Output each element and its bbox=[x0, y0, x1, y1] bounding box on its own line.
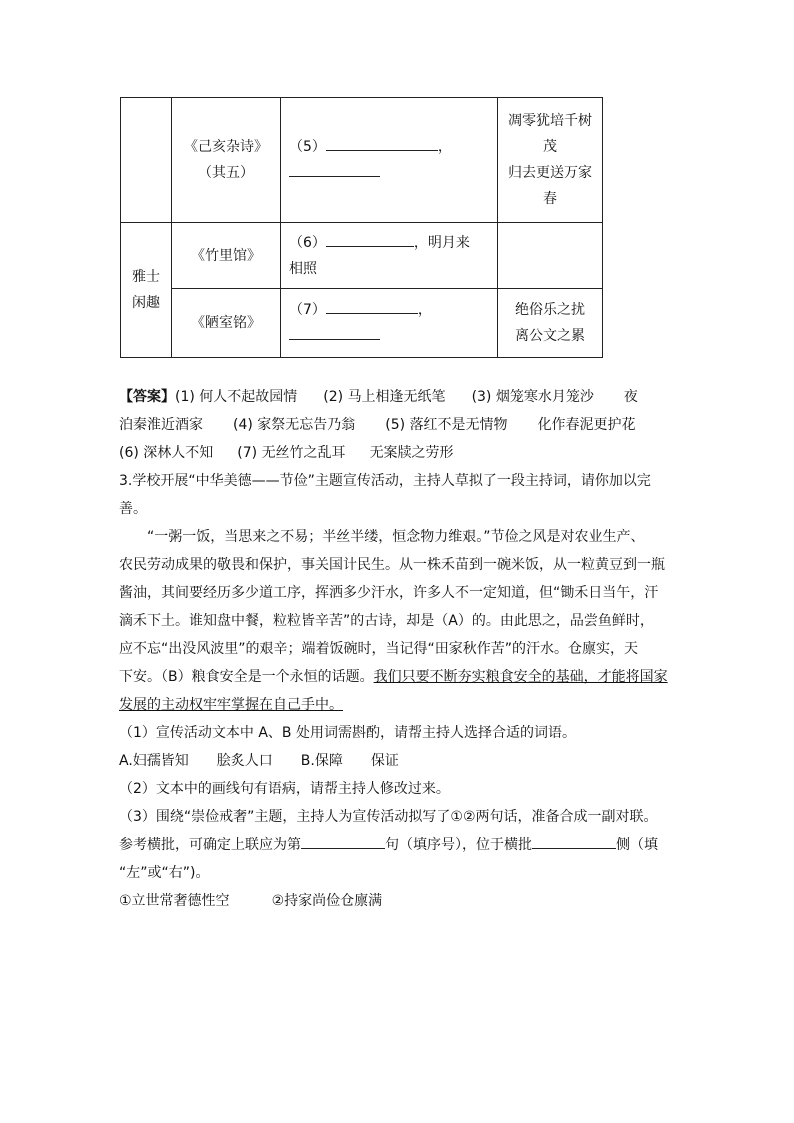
answer-label: 【答案】 bbox=[119, 389, 175, 405]
passage-line: 酱油，其间要经历多少道工序，挥洒多少汗水，许多人不一定知道，但“锄禾日当午，汗 bbox=[119, 585, 659, 601]
option: ①立世常奢德性空 bbox=[119, 893, 230, 909]
answer-blank[interactable] bbox=[301, 833, 385, 849]
given-text: 相照 bbox=[289, 260, 317, 277]
given-line-cell bbox=[498, 289, 603, 358]
underlined-sentence: 发展的主动权牢牢掌握在自己手中。 bbox=[119, 697, 343, 713]
blank-number: （5） bbox=[289, 139, 326, 155]
poem-subtitle: （其五） bbox=[198, 165, 254, 181]
option: 保证 bbox=[370, 753, 399, 769]
option-line bbox=[119, 887, 679, 915]
title-cell bbox=[172, 289, 281, 358]
option: A.妇孺皆知 bbox=[119, 753, 189, 769]
given-line-cell bbox=[498, 223, 603, 289]
blank-number: （7） bbox=[289, 302, 326, 318]
blank-number: （6） bbox=[289, 234, 326, 251]
sub-question: （3）围绕“崇俭戒奢”主题，主持人为宣传活动拟写了①②两句话，准备合成一副对联。 bbox=[119, 809, 658, 825]
option: ②持家尚俭仓廪满 bbox=[271, 893, 383, 909]
answer-blank[interactable] bbox=[326, 135, 438, 151]
answer-item: 化作春泥更护花 bbox=[537, 417, 636, 433]
question-text: 侧（填 bbox=[616, 837, 658, 853]
given-line: 绝俗乐之扰 bbox=[515, 302, 585, 318]
poem-title: 《竹里馆》 bbox=[191, 247, 261, 264]
table-row bbox=[121, 98, 603, 223]
given-text: ，明月来 bbox=[413, 234, 470, 251]
question-text: 参考横批，可确定上联应为第 bbox=[119, 837, 301, 853]
question-heading: 3.学校开展“中华美德——节俭”主题宣传活动，主持人草拟了一段主持词，请你加以完 bbox=[119, 473, 651, 489]
blank-cell bbox=[281, 289, 498, 358]
passage-line: 应不忘“出没风波里”的艰辛；端着饭碗时，当记得“田家秋作苦”的汗水。仓廪实，天 bbox=[119, 641, 639, 657]
answer-line bbox=[119, 383, 679, 411]
sub-question: （2）文本中的画线句有语病，请帮主持人修改过来。 bbox=[119, 781, 450, 797]
option: B.保障 bbox=[300, 753, 343, 769]
passage-line bbox=[119, 663, 679, 691]
question-heading: 善。 bbox=[119, 501, 147, 517]
given-line: 离公文之累 bbox=[515, 328, 585, 344]
answer-item: (4) 家祭无忘告乃翁 bbox=[233, 417, 356, 433]
answer-line bbox=[119, 411, 679, 439]
given-line: 茂 bbox=[543, 139, 557, 155]
answer-item: 无案牍之劳形 bbox=[369, 445, 454, 461]
option: 脍炙人口 bbox=[216, 753, 273, 769]
given-line: 春 bbox=[543, 191, 557, 207]
comma: ， bbox=[437, 139, 452, 155]
table-row bbox=[121, 223, 603, 289]
passage-text: 下安。（B）粮食安全是一个永恒的话题。 bbox=[119, 669, 374, 685]
category-cell-empty bbox=[121, 98, 172, 223]
answer-blank[interactable] bbox=[326, 231, 414, 247]
answer-item: (2) 马上相逢无纸笔 bbox=[323, 389, 446, 405]
category-label: 闲趣 bbox=[132, 295, 160, 311]
title-cell bbox=[172, 223, 281, 289]
passage-line: 滴禾下土。谁知盘中餐，粒粒皆辛苦”的古诗，却是（A）的。由此思之，品尝鱼鲜时， bbox=[119, 613, 654, 629]
document-body bbox=[119, 383, 679, 915]
option-line bbox=[119, 747, 679, 775]
blank-cell bbox=[281, 223, 498, 289]
question-text: 句（填序号），位于横批 bbox=[385, 837, 532, 853]
answer-blank[interactable] bbox=[289, 161, 380, 177]
answer-blank[interactable] bbox=[532, 833, 616, 849]
answer-item: (3) 烟笼寒水月笼沙 bbox=[471, 389, 594, 405]
given-line: 凋零犹培千树 bbox=[508, 113, 592, 129]
table-row bbox=[121, 289, 603, 358]
sub-question: （1）宣传活动文本中 A、B 处用词需斟酌，请帮主持人选择合适的词语。 bbox=[119, 725, 576, 741]
poem-title: 《陋室铭》 bbox=[191, 315, 261, 331]
given-line-cell bbox=[498, 98, 603, 223]
answer-line bbox=[119, 439, 679, 467]
comma: ， bbox=[417, 302, 432, 318]
category-cell bbox=[121, 223, 172, 358]
underlined-sentence: 我们只要不断夯实粮食安全的基础，才能将国家 bbox=[373, 669, 668, 685]
sub-question bbox=[119, 831, 679, 859]
sub-question: “左”或“右”)。 bbox=[119, 865, 210, 881]
poem-title: 《己亥杂诗》 bbox=[184, 139, 268, 155]
blank-cell bbox=[281, 98, 498, 223]
answer-item: 泊秦淮近酒家 bbox=[119, 417, 203, 433]
category-label: 雅士 bbox=[132, 269, 160, 285]
poem-table bbox=[120, 97, 603, 358]
passage-line: 农民劳动成果的敬畏和保护，事关国计民生。从一株禾苗到一碗米饭，从一粒黄豆到一瓶 bbox=[119, 557, 665, 573]
title-cell bbox=[172, 98, 281, 223]
answer-item: (5) 落红不是无情物 bbox=[385, 417, 508, 433]
answer-blank[interactable] bbox=[326, 298, 418, 314]
answer-item: (7) 无丝竹之乱耳 bbox=[237, 445, 346, 461]
answer-item: (1) 何人不起故园情 bbox=[175, 389, 298, 405]
answer-item: (6) 深林人不知 bbox=[119, 445, 214, 461]
answer-item: 夜 bbox=[623, 389, 638, 405]
passage-line: “一粥一饭，当思来之不易；半丝半缕，恒念物力维艰。”节俭之风是对农业生产、 bbox=[147, 529, 645, 545]
answer-blank[interactable] bbox=[289, 324, 380, 340]
given-line: 归去更送万家 bbox=[508, 165, 592, 181]
